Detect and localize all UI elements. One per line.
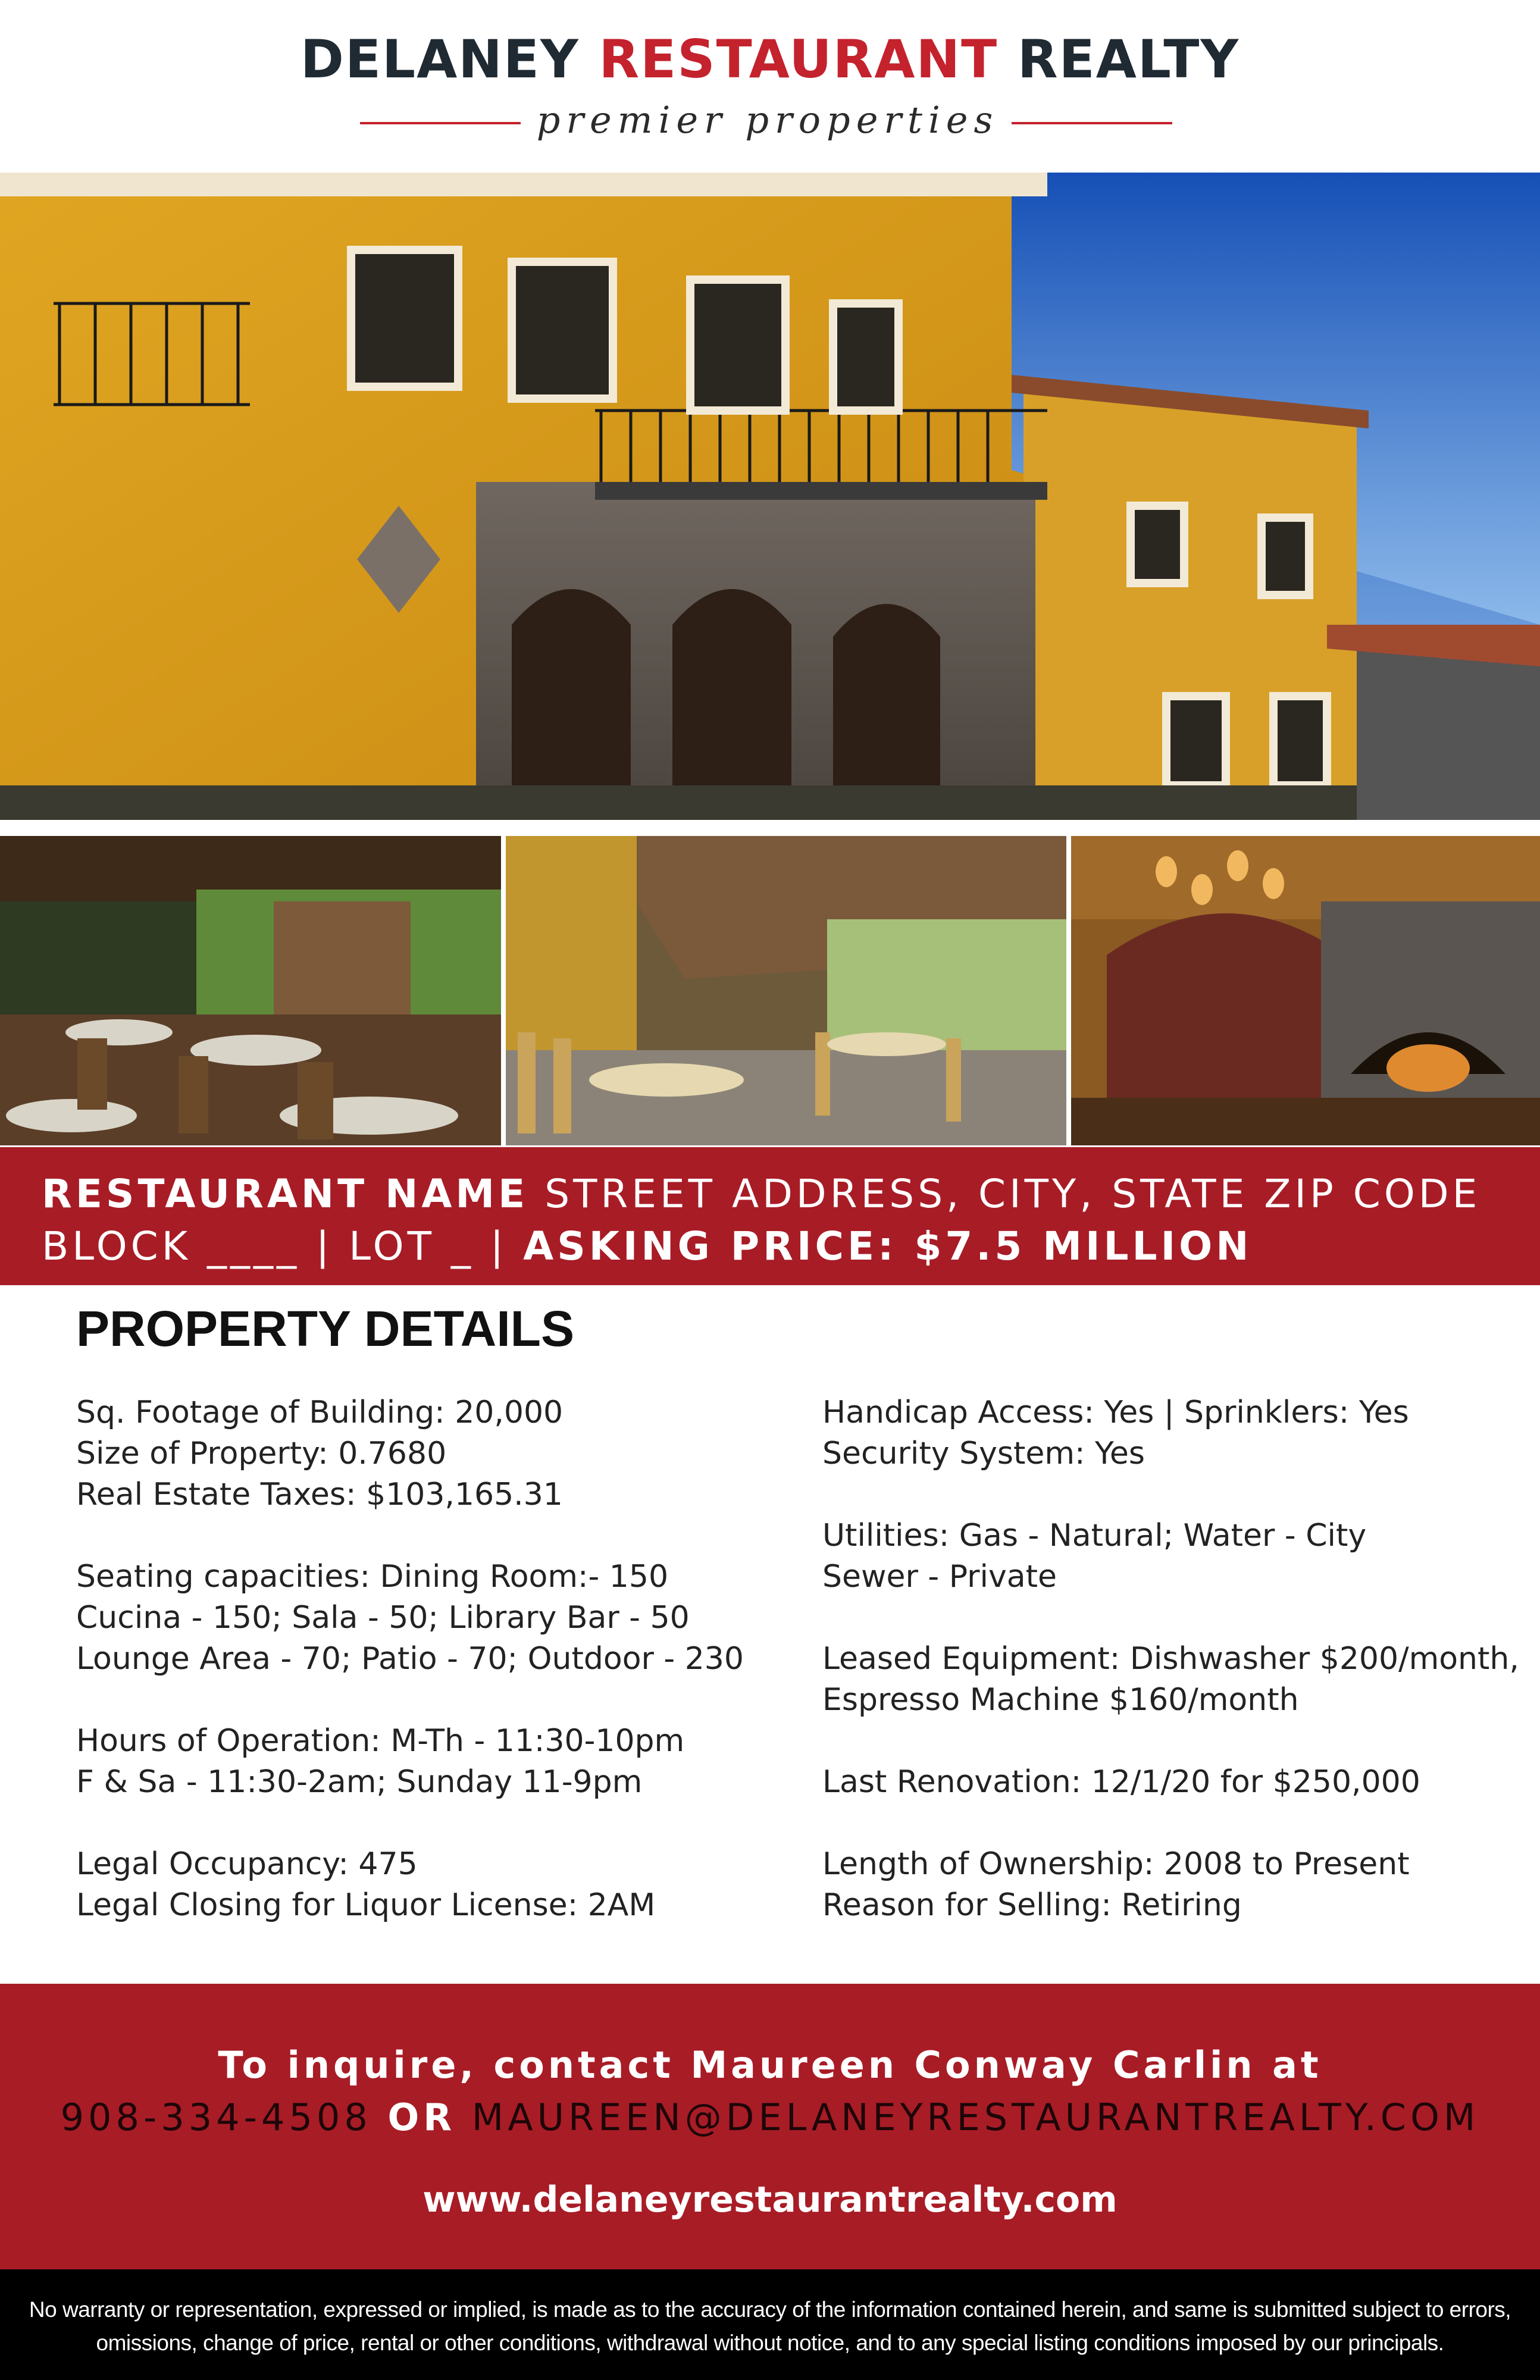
hero-photo-building-exterior — [0, 173, 1540, 820]
disclaimer-line2: omissions, change of price, rental or other conditions, withdrawal without notice, and to any special listing conditions imposed by our principals. — [96, 2331, 1444, 2355]
block-number: BLOCK ____ — [42, 1223, 300, 1269]
asking-price: ASKING PRICE: $7.5 MILLION — [523, 1223, 1253, 1269]
disclaimer — [0, 2269, 1540, 2380]
detail-utilities: Utilities: Gas - Natural; Water - City — [822, 1518, 1367, 1554]
logo — [0, 0, 1540, 173]
detail-leased-espresso: Espresso Machine $160/month — [822, 1682, 1299, 1718]
detail-sewer: Sewer - Private — [822, 1559, 1057, 1595]
contact-email-link[interactable]: MAUREEN@DELANEYRESTAURANTREALTY.COM — [471, 2096, 1480, 2139]
photo-pizza-oven — [1071, 836, 1540, 1145]
website-link[interactable]: www.delaneyrestaurantrealty.com — [422, 2179, 1118, 2221]
detail-seating-cucina: Cucina - 150; Sala - 50; Library Bar - 50 — [76, 1600, 690, 1636]
listing-name-address — [42, 1171, 1480, 1217]
logo-rule-left — [360, 122, 521, 124]
separator: | — [490, 1223, 508, 1269]
contact-or: OR — [387, 2096, 456, 2139]
street-address: STREET ADDRESS, CITY, STATE ZIP CODE — [544, 1171, 1481, 1217]
disclaimer-line1: No warranty or representation, expressed or implied, is made as to the accuracy of the information contained herein, and same is submitted subject to errors, — [29, 2297, 1511, 2322]
details-right-column — [822, 1392, 1536, 1926]
contact-band — [0, 1984, 1540, 2269]
logo-word-restaurant: RESTAURANT — [599, 29, 999, 90]
separator: | — [315, 1223, 333, 1269]
detail-liquor-closing: Legal Closing for Liquor License: 2AM — [76, 1887, 656, 1923]
lot-number: LOT _ — [349, 1223, 474, 1269]
detail-real-estate-taxes: Real Estate Taxes: $103,165.31 — [76, 1477, 563, 1512]
photo-patio-dining — [0, 836, 501, 1145]
photo-strip — [0, 836, 1540, 1145]
logo-word-realty: REALTY — [1017, 29, 1240, 90]
detail-reason-selling: Reason for Selling: Retiring — [822, 1887, 1242, 1923]
listing-address-band — [0, 1147, 1540, 1285]
detail-handicap-sprinklers: Handicap Access: Yes | Sprinklers: Yes — [822, 1395, 1409, 1430]
contact-phone-email — [0, 2096, 1540, 2139]
detail-security-system: Security System: Yes — [822, 1436, 1145, 1471]
photo-covered-terrace — [506, 836, 1066, 1145]
detail-length-ownership: Length of Ownership: 2008 to Present — [822, 1846, 1410, 1882]
listing-block-lot-price — [42, 1223, 1253, 1269]
detail-seating-lounge: Lounge Area - 70; Patio - 70; Outdoor - 230 — [76, 1641, 744, 1677]
restaurant-name: RESTAURANT NAME — [42, 1171, 529, 1217]
property-details-heading: PROPERTY DETAILS — [76, 1301, 575, 1357]
contact-intro: To inquire, contact Maureen Conway Carlin at — [218, 2043, 1322, 2087]
logo-rule-right — [1012, 122, 1172, 124]
detail-sq-footage: Sq. Footage of Building: 20,000 — [76, 1395, 564, 1430]
detail-legal-occupancy: Legal Occupancy: 475 — [76, 1846, 418, 1882]
contact-phone-link[interactable]: 908-334-4508 — [60, 2096, 372, 2139]
detail-last-renovation: Last Renovation: 12/1/20 for $250,000 — [822, 1764, 1420, 1800]
detail-hours-weekend: F & Sa - 11:30-2am; Sunday 11-9pm — [76, 1764, 643, 1800]
logo-wordmark — [0, 29, 1540, 90]
detail-leased-dishwasher: Leased Equipment: Dishwasher $200/month, — [822, 1641, 1519, 1677]
logo-tagline-row — [0, 98, 1540, 146]
detail-property-size: Size of Property: 0.7680 — [76, 1436, 447, 1471]
details-left-column — [76, 1392, 790, 1926]
logo-tagline: premier properties — [536, 98, 999, 142]
detail-seating-dining: Seating capacities: Dining Room:- 150 — [76, 1559, 669, 1595]
detail-hours-weekday: Hours of Operation: M-Th - 11:30-10pm — [76, 1723, 685, 1759]
logo-word-delaney: DELANEY — [300, 29, 580, 90]
